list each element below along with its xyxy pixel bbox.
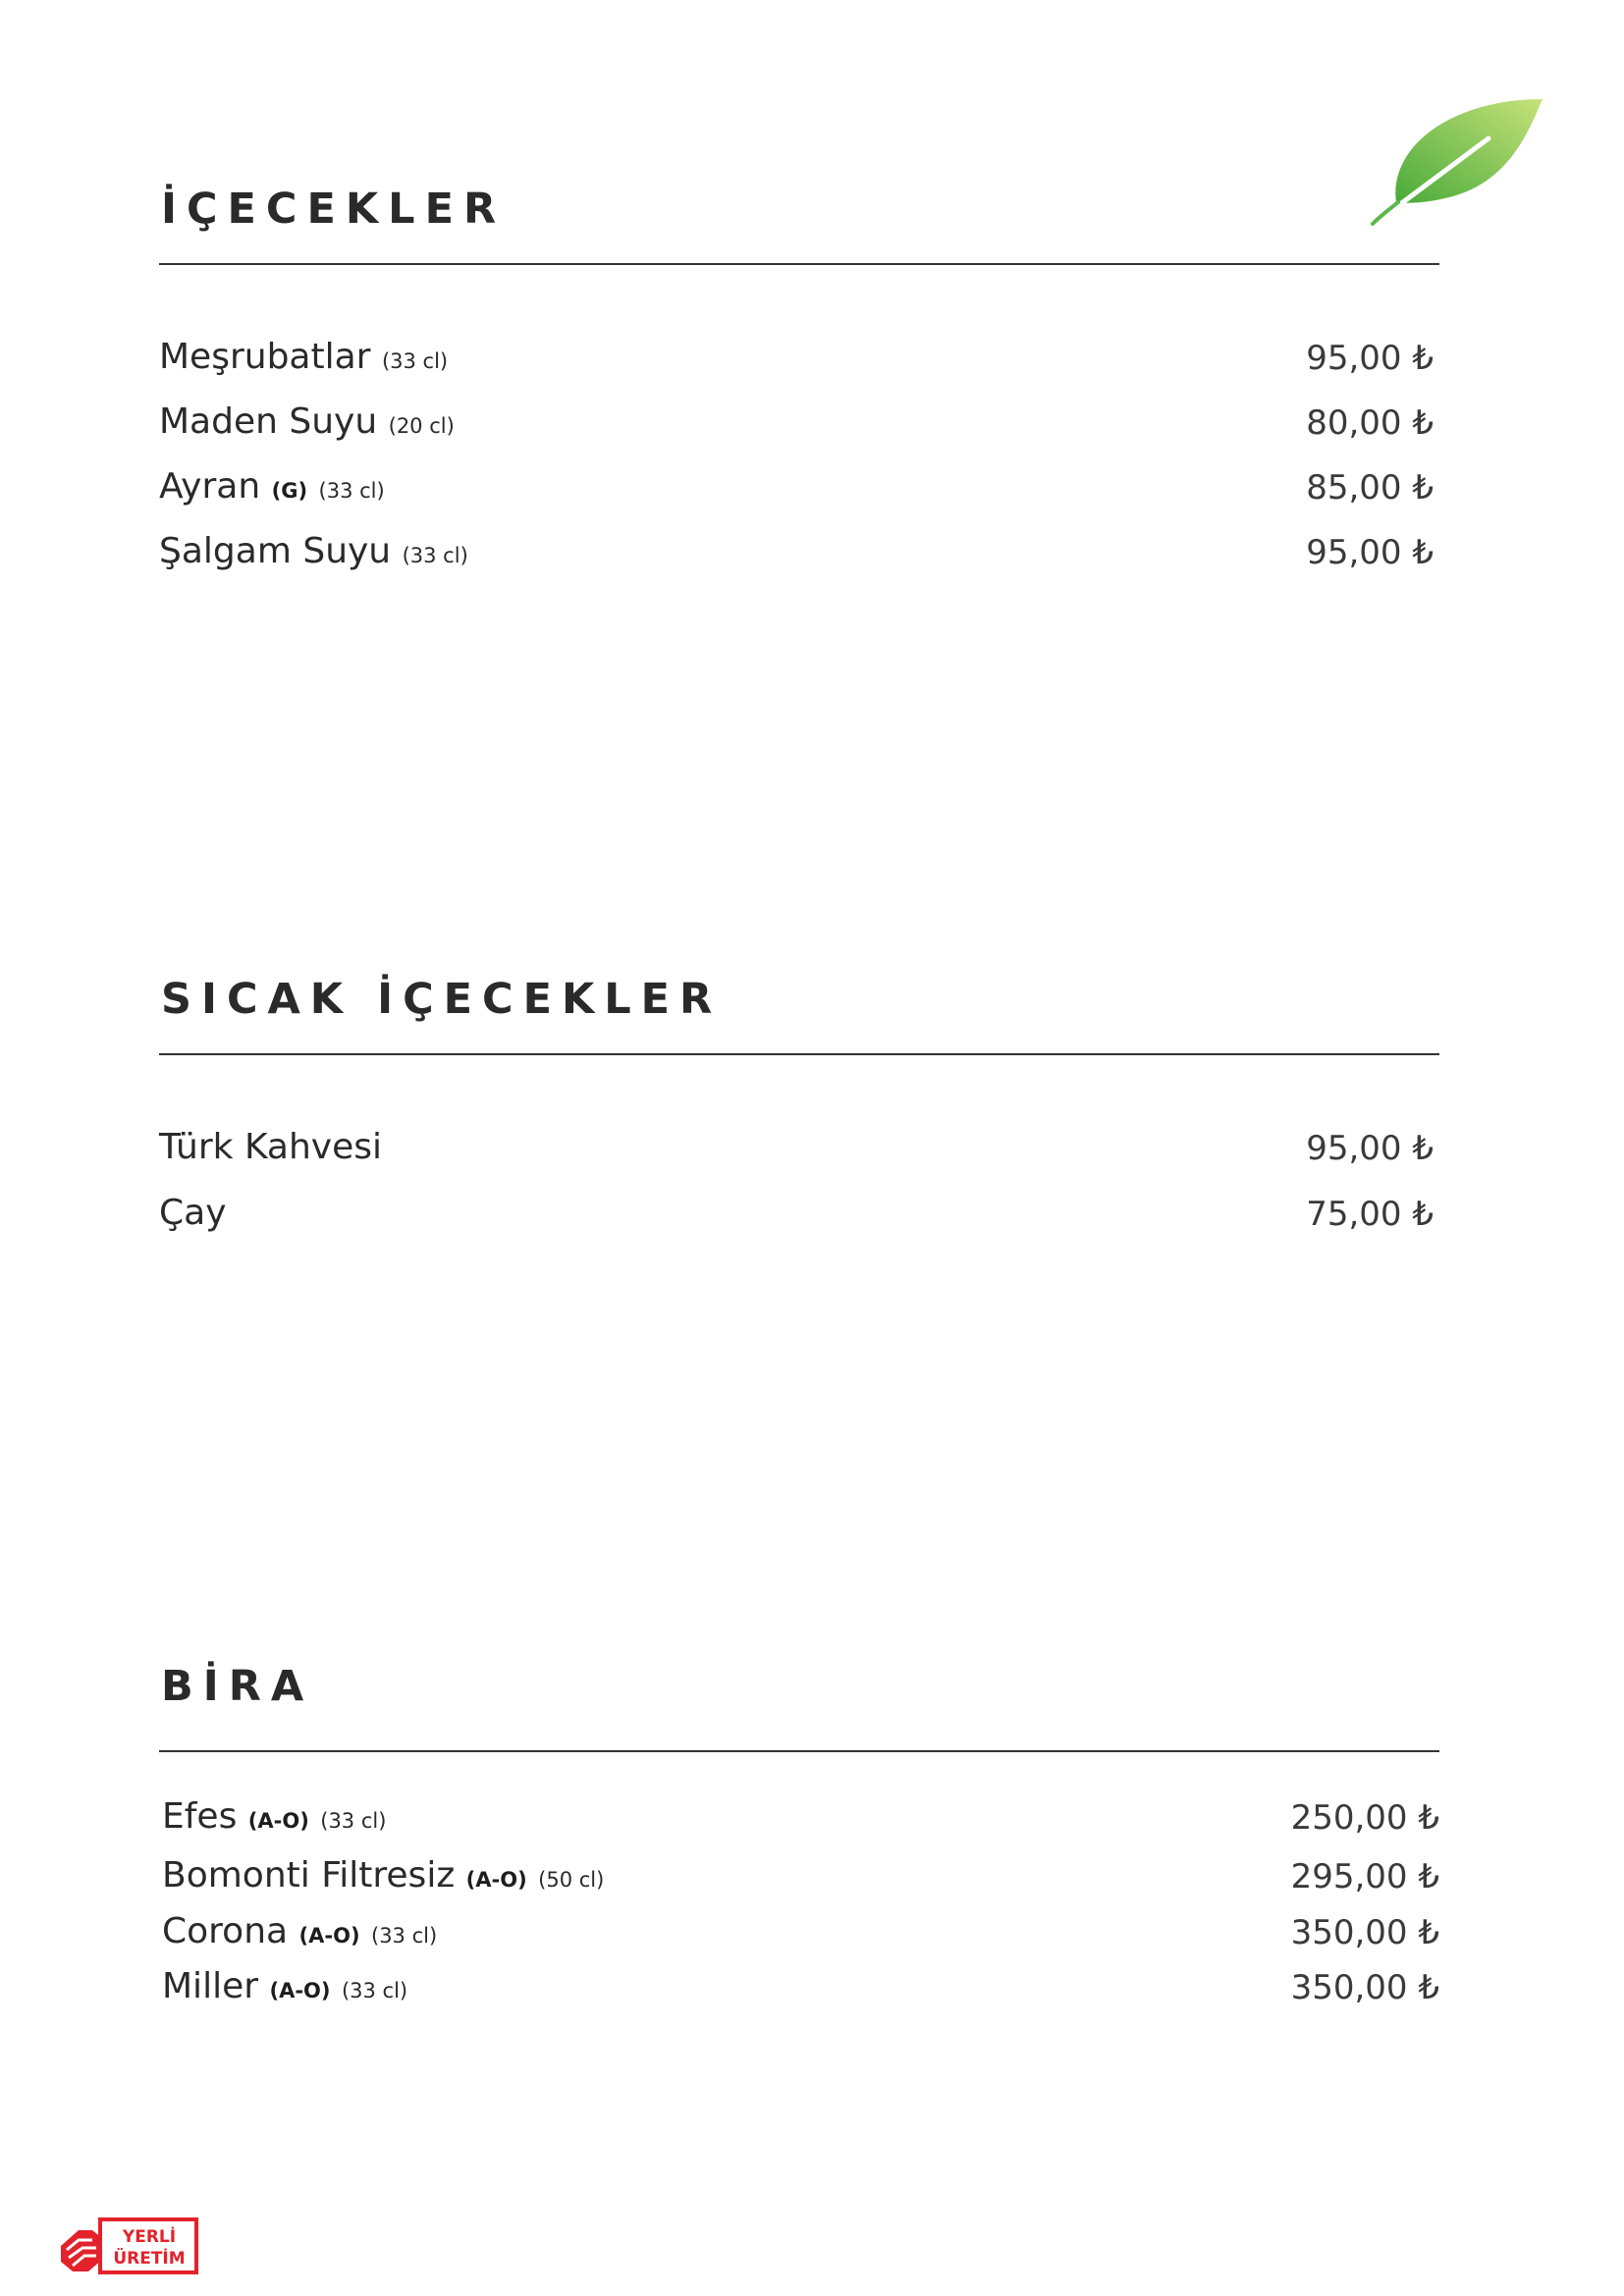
item-name: Ayran (G) (33 cl) bbox=[159, 466, 385, 507]
menu-item bbox=[159, 1850, 1439, 1899]
item-price: 75,00 ₺ bbox=[1306, 1195, 1434, 1234]
item-code: (A-O) bbox=[465, 1868, 527, 1892]
svg-text:YERLİ: YERLİ bbox=[122, 2227, 177, 2247]
yerli-uretim-logo bbox=[59, 2216, 199, 2275]
item-code: (A-O) bbox=[269, 1979, 331, 2002]
menu-item bbox=[159, 332, 1439, 381]
item-name: Corona (A-O) (33 cl) bbox=[162, 1911, 438, 1951]
item-price: 350,00 ₺ bbox=[1290, 1913, 1439, 1952]
item-price: 350,00 ₺ bbox=[1290, 1968, 1439, 2007]
item-code: (A-O) bbox=[298, 1924, 360, 1948]
menu-item bbox=[159, 461, 1439, 510]
item-volume: (20 cl) bbox=[388, 414, 455, 438]
item-name: Çay bbox=[159, 1193, 227, 1233]
section-icecekler bbox=[159, 187, 1439, 599]
section-divider bbox=[159, 1750, 1439, 1752]
item-price: 85,00 ₺ bbox=[1306, 468, 1434, 507]
item-volume: (33 cl) bbox=[320, 1809, 387, 1833]
item-price: 295,00 ₺ bbox=[1290, 1857, 1439, 1896]
item-name: Miller (A-O) (33 cl) bbox=[162, 1966, 408, 2006]
menu-item bbox=[159, 1188, 1439, 1237]
item-name: Efes (A-O) (33 cl) bbox=[162, 1796, 387, 1837]
item-price: 95,00 ₺ bbox=[1306, 533, 1434, 572]
menu-item bbox=[159, 397, 1439, 446]
menu-item bbox=[159, 1961, 1439, 2010]
menu-item bbox=[159, 1906, 1439, 1955]
item-name: Maden Suyu (20 cl) bbox=[159, 401, 455, 442]
item-price: 80,00 ₺ bbox=[1306, 403, 1434, 443]
item-price: 250,00 ₺ bbox=[1290, 1798, 1439, 1838]
item-name: Bomonti Filtresiz (A-O) (50 cl) bbox=[162, 1855, 605, 1896]
item-volume: (33 cl) bbox=[371, 1924, 438, 1948]
item-name: Şalgam Suyu (33 cl) bbox=[159, 531, 468, 571]
item-volume: (50 cl) bbox=[538, 1868, 605, 1892]
item-volume: (33 cl) bbox=[318, 479, 385, 503]
item-name: Türk Kahvesi bbox=[159, 1127, 383, 1167]
item-volume: (33 cl) bbox=[381, 349, 449, 373]
section-title: İÇECEKLER bbox=[161, 185, 507, 234]
section-title: BİRA bbox=[161, 1662, 314, 1711]
section-title: SICAK İÇECEKLER bbox=[161, 975, 723, 1024]
item-price: 95,00 ₺ bbox=[1306, 339, 1434, 378]
item-volume: (33 cl) bbox=[341, 1979, 408, 2002]
item-volume: (33 cl) bbox=[402, 544, 468, 567]
item-name: Meşrubatlar (33 cl) bbox=[159, 337, 449, 377]
item-code: (A-O) bbox=[247, 1809, 309, 1833]
svg-text:ÜRETİM: ÜRETİM bbox=[113, 2249, 186, 2269]
item-price: 95,00 ₺ bbox=[1306, 1129, 1434, 1168]
item-code: (G) bbox=[271, 479, 308, 503]
section-divider bbox=[159, 263, 1439, 265]
section-sicak-icecekler bbox=[159, 977, 1439, 1271]
menu-item bbox=[159, 1122, 1439, 1171]
menu-item bbox=[159, 1791, 1439, 1841]
section-bira bbox=[159, 1664, 1439, 2017]
menu-item bbox=[159, 526, 1439, 575]
section-divider bbox=[159, 1053, 1439, 1055]
